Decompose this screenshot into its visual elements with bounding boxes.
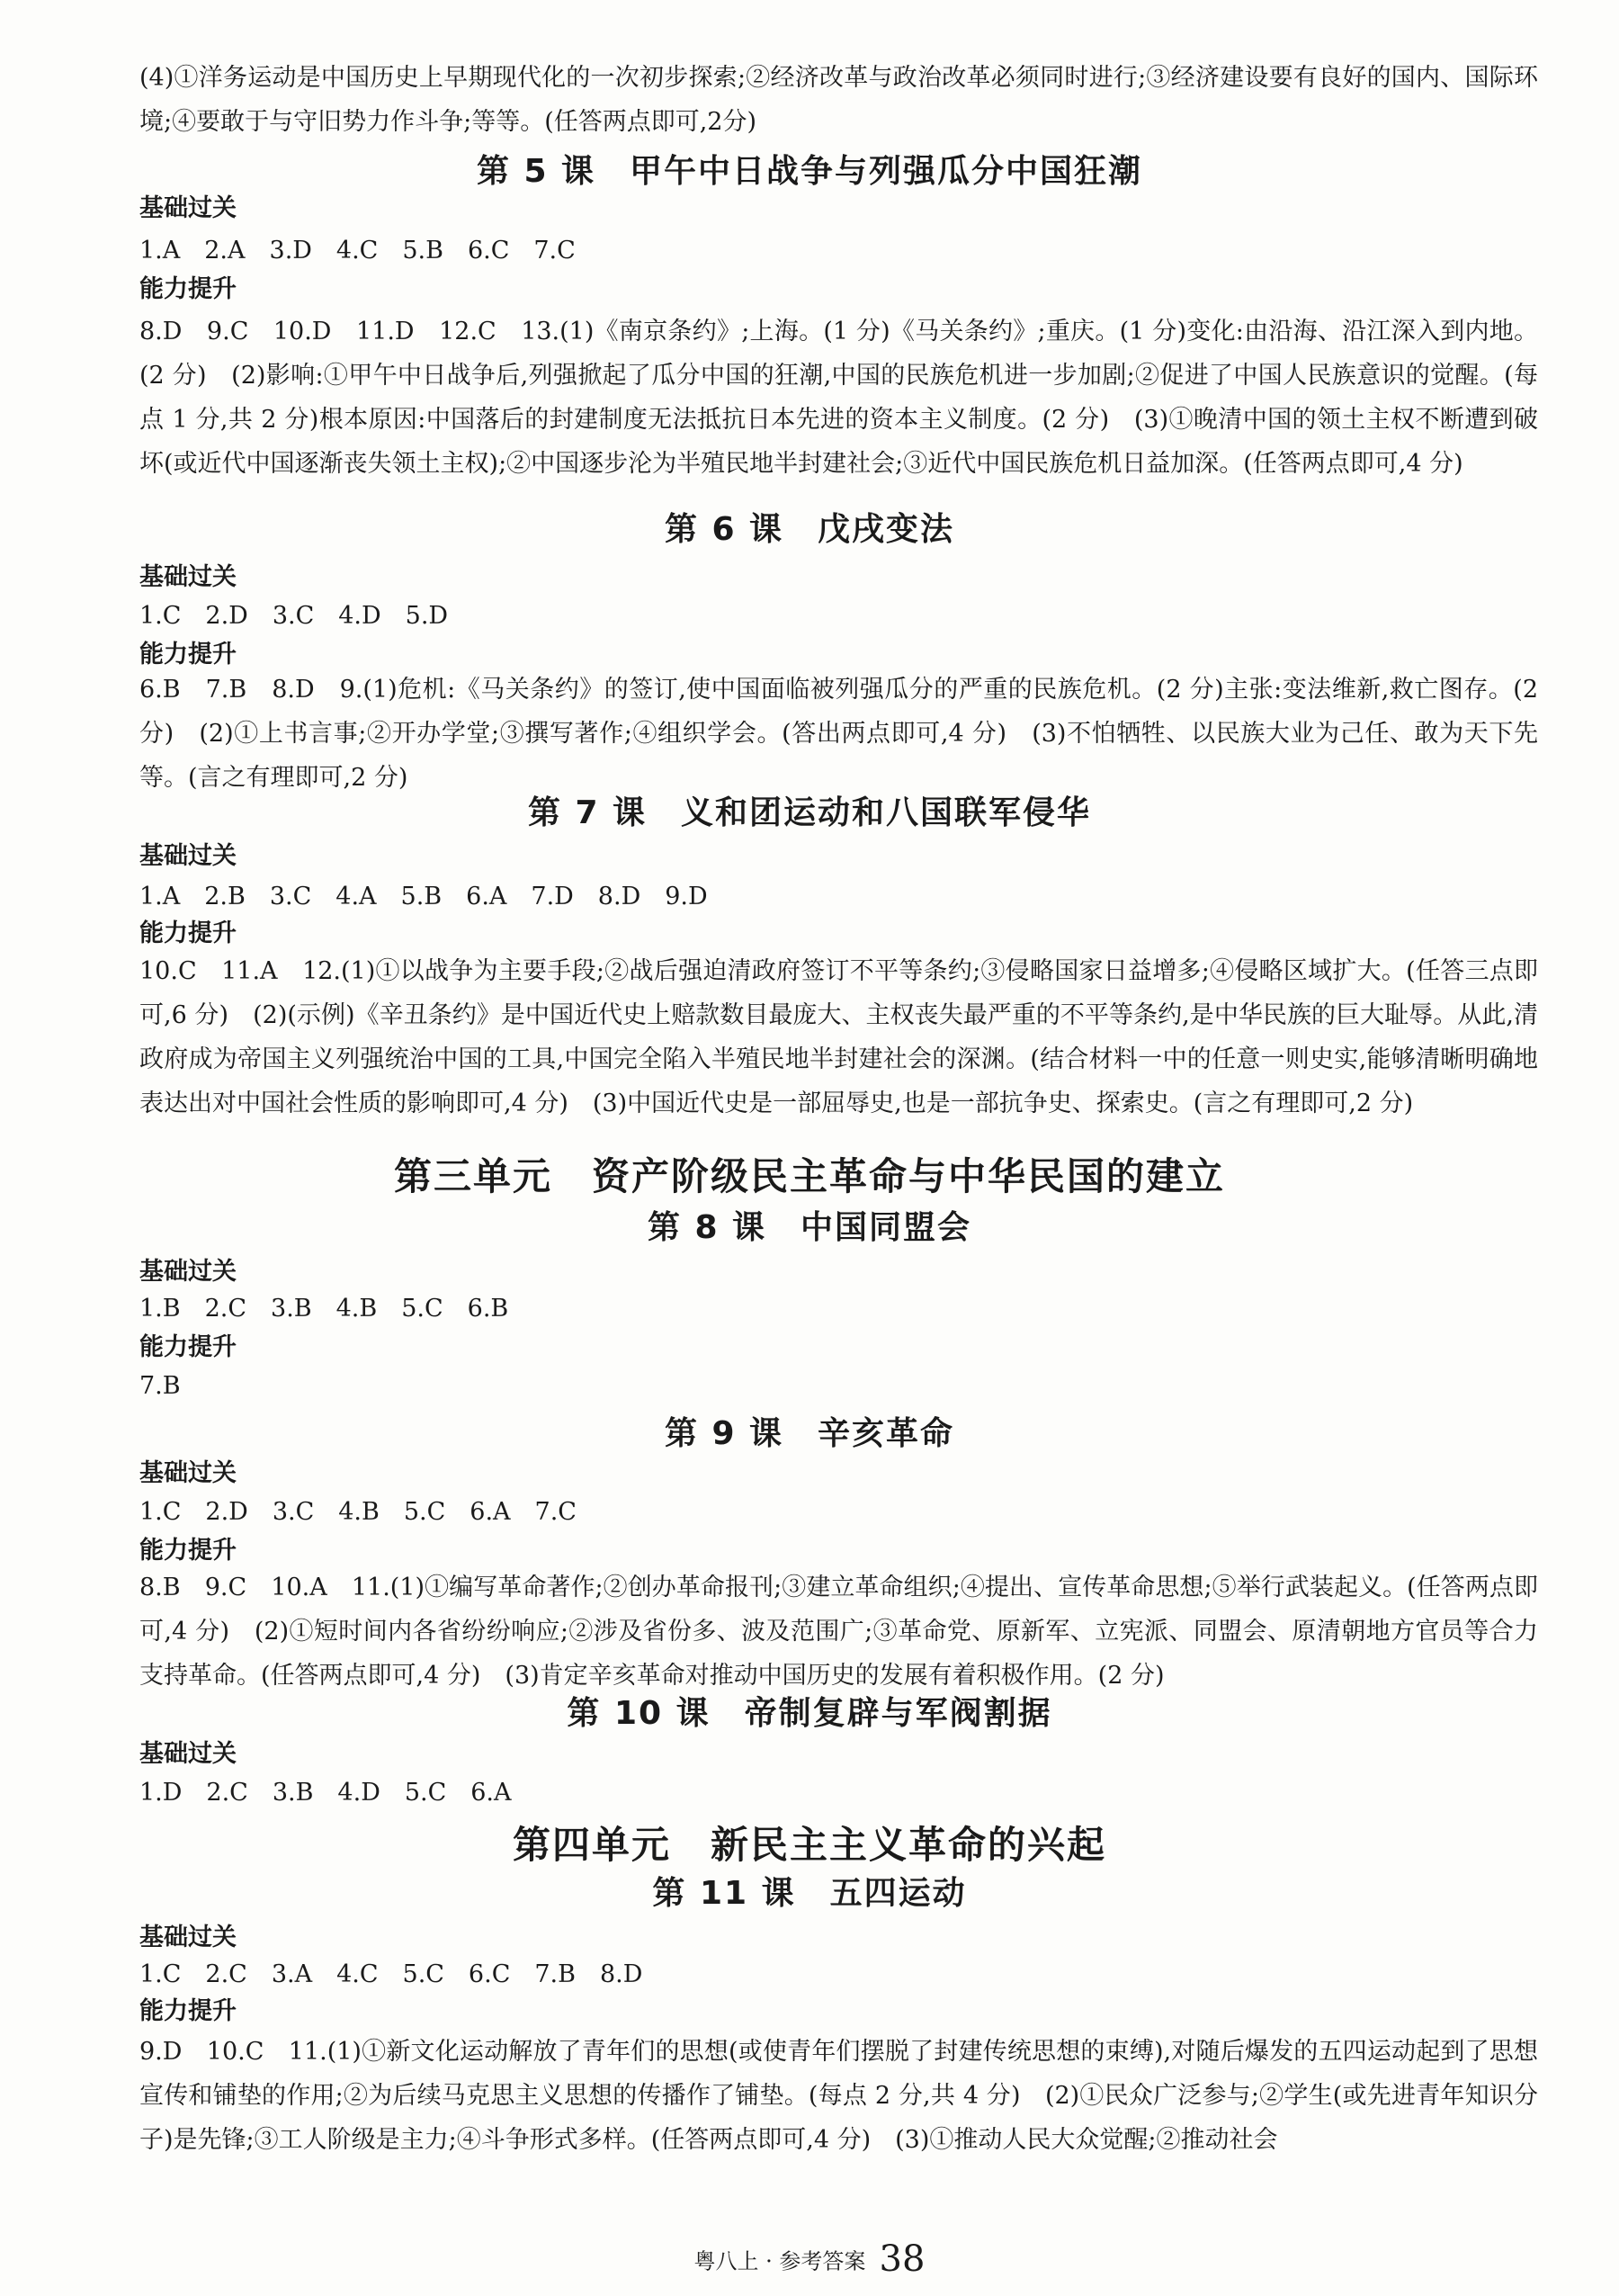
- lesson-8-ability-answers: 7.B: [139, 1372, 181, 1400]
- lesson-10-basic-label: 基础过关: [139, 1740, 237, 1768]
- lesson-9-ability-answers: 8.B 9.C 10.A 11.(1)①编写革命著作;②创办革命报刊;③建立革命组织;④提出、宣传革命思想;⑤举行武装起义。(任答两点即可,4 分) (2)①短时间内各省纷纷响应;②涉及省份多、波及范围广;③革命党、原新军、立宪派、同盟会、原清朝地方官员等合力支持革命。(任答两点即可,4 分) (3)肯定辛亥革命对推动中国历史的发展有着积极作用。(2 分): [139, 1574, 1538, 1690]
- lesson-5-ability-label: 能力提升: [139, 275, 237, 303]
- lesson-11-basic-answers: 1.C 2.C 3.A 4.C 5.C 6.C 7.B 8.D: [139, 1960, 643, 1988]
- lesson-6-basic-label: 基础过关: [139, 563, 237, 591]
- lesson-5-title: 第 5 课 甲午中日战争与列强瓜分中国狂潮: [476, 153, 1143, 190]
- lesson-5-basic-answers: 1.A 2.A 3.D 4.C 5.B 6.C 7.C: [139, 237, 576, 265]
- unit-3-title: 第三单元 资产阶级民主革命与中华民国的建立: [393, 1154, 1225, 1198]
- lesson-9-basic-answers: 1.C 2.D 3.C 4.B 5.C 6.A 7.C: [139, 1498, 577, 1526]
- lesson-7-ability-answers: 10.C 11.A 12.(1)①以战争为主要手段;②战后强迫清政府签订不平等条约;③侵略国家日益增多;④侵略区域扩大。(任答三点即可,6 分) (2)(示例)《辛丑条约》是中国近代史上赔款数目最庞大、主权丧失最严重的不平等条约,是中华民族的巨大耻辱。从此,清政府成为帝国主义列强统治中国的工具,中国完全陷入半殖民地半封建社会的深渊。(结合材料一中的任意一则史实,能够清晰明确地表达出对中国社会性质的影响即可,4 分) (3)中国近代史是一部屈辱史,也是一部抗争史、探索史。(言之有理即可,2 分): [139, 957, 1538, 1117]
- lesson-7-ability-label: 能力提升: [139, 919, 237, 947]
- lesson-8-ability-label: 能力提升: [139, 1333, 237, 1361]
- lesson-9-basic-label: 基础过关: [139, 1459, 237, 1487]
- lesson-10-title: 第 10 课 帝制复辟与军阀割据: [567, 1695, 1052, 1732]
- lesson-10-basic-answers: 1.D 2.C 3.B 4.D 5.C 6.A: [139, 1779, 512, 1807]
- lesson-9-ability-label: 能力提升: [139, 1537, 237, 1565]
- lesson-6-ability-label: 能力提升: [139, 641, 237, 668]
- lesson-11-ability-answers: 9.D 10.C 11.(1)①新文化运动解放了青年们的思想(或使青年们摆脱了封建传统思想的束缚),对随后爆发的五四运动起到了思想宣传和铺垫的作用;②为后续马克思主义思想的传播作了铺垫。(每点 2 分,共 4 分) (2)①民众广泛参与;②学生(或先进青年知识分子)是先锋;③工人阶级是主力;④斗争形式多样。(任答两点即可,4 分) (3)①推动人民大众觉醒;②推动社会: [139, 2038, 1538, 2154]
- lesson-8-basic-answers: 1.B 2.C 3.B 4.B 5.C 6.B: [139, 1295, 509, 1323]
- lesson-11-title: 第 11 课 五四运动: [652, 1875, 967, 1912]
- page-number: 38: [879, 2238, 926, 2280]
- lesson-7-title: 第 7 课 义和团运动和八国联军侵华: [527, 794, 1092, 831]
- lesson-6-ability-answers: 6.B 7.B 8.D 9.(1)危机:《马关条约》的签订,使中国面临被列强瓜分的严重的民族危机。(2 分)主张:变法维新,救亡图存。(2 分) (2)①上书言事;②开办学堂;③撰写著作;④组织学会。(答出两点即可,4 分) (3)不怕牺牲、以民族大业为己任、敢为天下先等。(言之有理即可,2 分): [139, 676, 1538, 792]
- lesson-8-title: 第 8 课 中国同盟会: [647, 1209, 972, 1246]
- intro-paragraph: (4)①洋务运动是中国历史上早期现代化的一次初步探索;②经济改革与政治改革必须同时进行;③经济建设要有良好的国内、国际环境;④要敢于与守旧势力作斗争;等等。(任答两点即可,2分): [139, 64, 1538, 136]
- lesson-5-basic-label: 基础过关: [139, 194, 237, 222]
- lesson-9-title: 第 9 课 辛亥革命: [664, 1415, 955, 1452]
- lesson-6-basic-answers: 1.C 2.D 3.C 4.D 5.D: [139, 602, 449, 630]
- lesson-5-ability-answers: 8.D 9.C 10.D 11.D 12.C 13.(1)《南京条约》;上海。(1 分)《马关条约》;重庆。(1 分)变化:由沿海、沿江深入到内地。(2 分) (2)影响:①甲午中日战争后,列强掀起了瓜分中国的狂潮,中国的民族危机进一步加剧;②促进了中国人民族意识的觉醒。(每点 1 分,共 2 分)根本原因:中国落后的封建制度无法抵抗日本先进的资本主义制度。(2 分) (3)①晚清中国的领土主权不断遭到破坏(或近代中国逐渐丧失领土主权);②中国逐步沦为半殖民地半封建社会;③近代中国民族危机日益加深。(任答两点即可,4 分): [139, 318, 1538, 478]
- page-footer: [0, 2238, 1619, 2280]
- lesson-11-ability-label: 能力提升: [139, 1997, 237, 2025]
- lesson-6-title: 第 6 课 戊戌变法: [664, 511, 955, 548]
- lesson-11-basic-label: 基础过关: [139, 1924, 237, 1951]
- footer-label: 粤八上 · 参考答案: [693, 2248, 866, 2274]
- unit-4-title: 第四单元 新民主主义革命的兴起: [512, 1823, 1106, 1867]
- lesson-8-basic-label: 基础过关: [139, 1258, 237, 1286]
- lesson-7-basic-answers: 1.A 2.B 3.C 4.A 5.B 6.A 7.D 8.D 9.D: [139, 883, 708, 910]
- lesson-7-basic-label: 基础过关: [139, 842, 237, 870]
